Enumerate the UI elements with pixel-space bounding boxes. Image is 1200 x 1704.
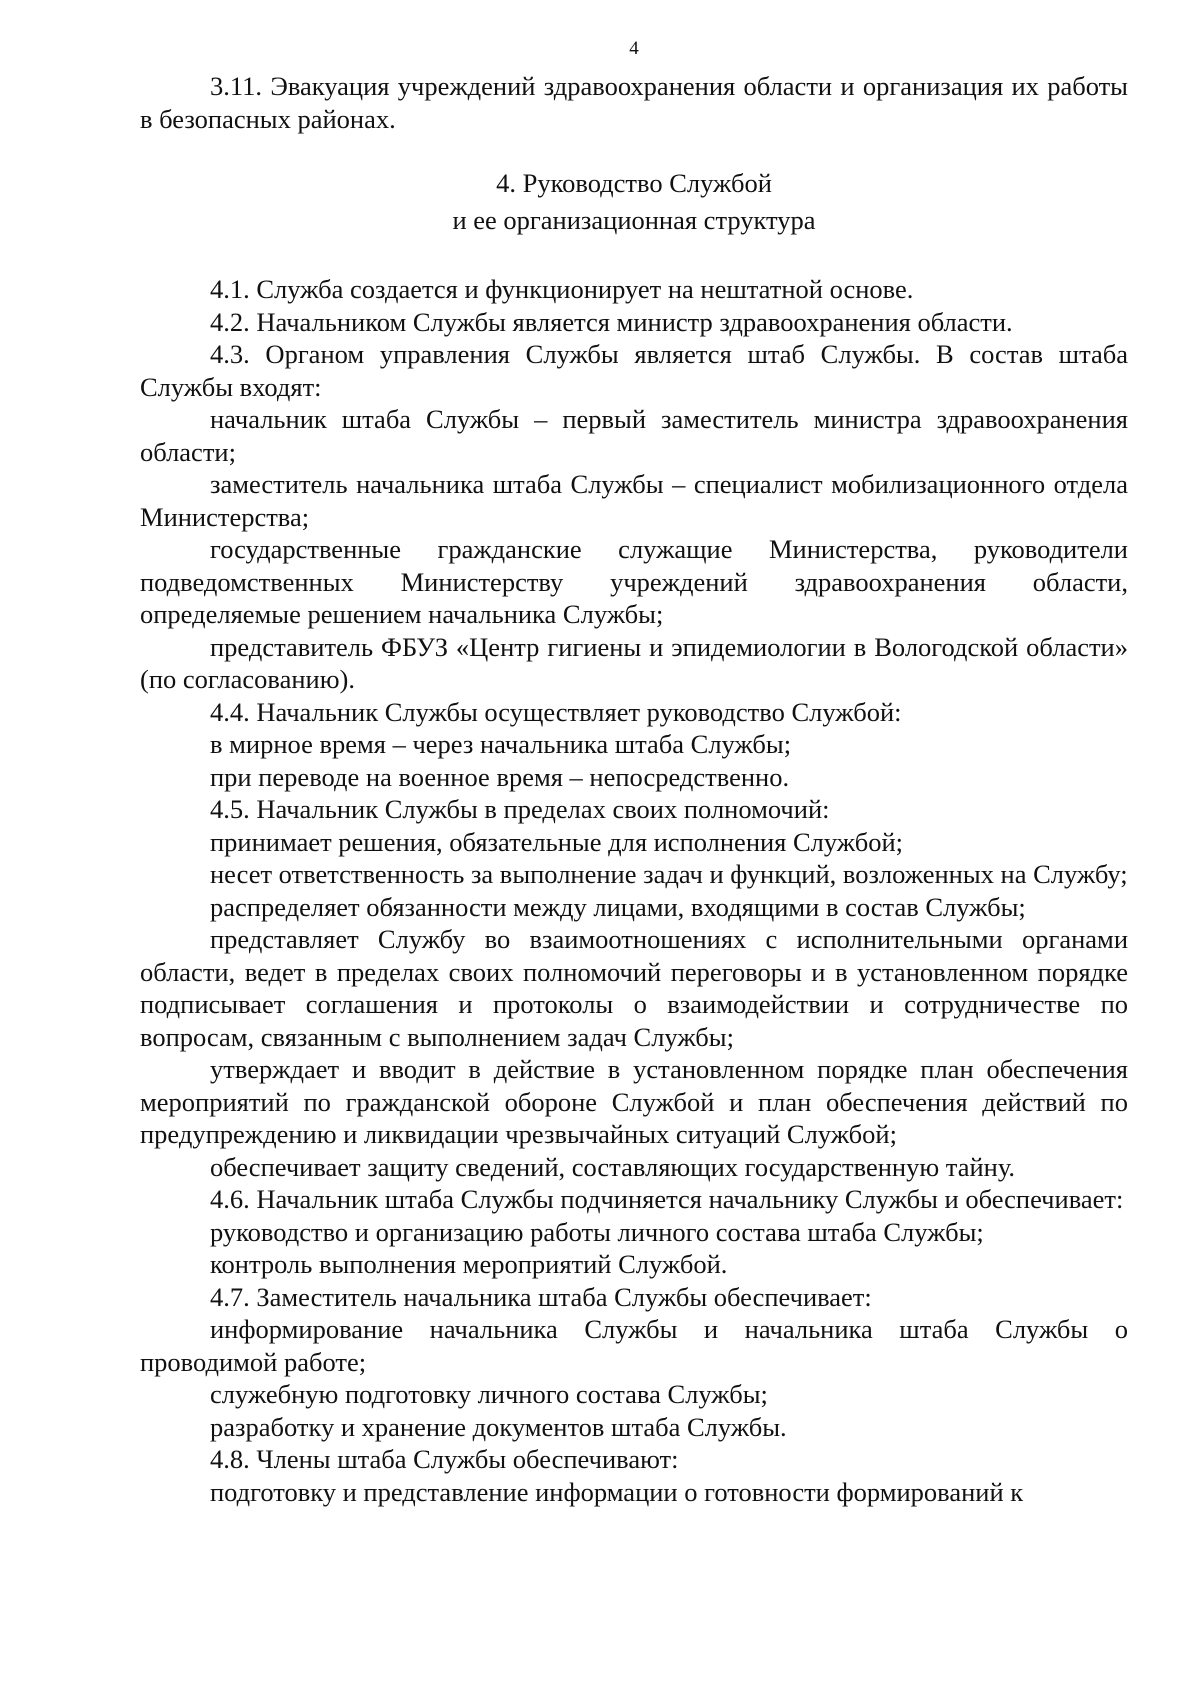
paragraph: заместитель начальника штаба Службы – специалист мобилизационного отдела Министерства; [140,469,1128,532]
paragraph: в мирное время – через начальника штаба Службы; [210,729,792,759]
paragraph: утверждает и вводит в действие в установленном порядке план обеспечения мероприятий по гражданской обороне Службой и план обеспечения действий по предупреждению и ликвидации чрезвычайных ситуаций Службой; [140,1054,1128,1149]
paragraph-3-11: 3.11. Эвакуация учреждений здравоохранения области и организация их работы в безопасных районах. [140,71,1128,134]
paragraph: 4.5. Начальник Службы в пределах своих полномочий: [210,794,830,824]
paragraph: информирование начальника Службы и начальника штаба Службы о проводимой работе; [140,1314,1128,1377]
section-heading-line-1: 4. Руководство Службой [496,168,772,198]
paragraph: государственные гражданские служащие Министерства, руководители подведомственных Министерству учреждений здравоохранения области, определяемые решением начальника Службы; [140,534,1128,629]
paragraph: 4.7. Заместитель начальника штаба Службы обеспечивает: [210,1281,872,1312]
section-heading [140,165,1128,239]
paragraph: начальник штаба Службы – первый заместитель министра здравоохранения области; [140,404,1128,467]
paragraph: 4.8. Члены штаба Службы обеспечивают: [210,1444,679,1474]
paragraph: представитель ФБУЗ «Центр гигиены и эпидемиологии в Вологодской области» (по согласованию). [140,631,1128,694]
paragraph: несет ответственность за выполнение задач и функций, возложенных на Службу; [210,859,1128,889]
paragraph: обеспечивает защиту сведений, составляющих государственную тайну. [210,1151,1016,1182]
paragraph: представляет Службу во взаимоотношениях с исполнительными органами области, ведет в пределах своих полномочий переговоры и в установленном порядке подписывает соглашения и протоколы о взаимодействии и сотрудничестве по вопросам, связанным с выполнением задач Службы; [140,924,1128,1052]
paragraph: руководство и организацию работы личного состава штаба Службы; [210,1216,984,1247]
paragraph: разработку и хранение документов штаба Службы. [210,1411,787,1442]
paragraph: служебную подготовку личного состава Службы; [210,1379,768,1409]
paragraph: 4.2. Начальником Службы является министр здравоохранения области. [210,306,1013,337]
section-heading-line-2: и ее организационная структура [452,205,816,235]
document-page [140,38,1128,1508]
paragraph: 4.3. Органом управления Службы является штаб Службы. В состав штаба Службы входят: [140,339,1128,402]
paragraph: распределяет обязанности между лицами, входящими в состав Службы; [210,891,1026,922]
paragraph: 4.4. Начальник Службы осуществляет руководство Службой: [210,696,902,727]
paragraph: 4.6. Начальник штаба Службы подчиняется начальнику Службы и обеспечивает: [210,1184,1124,1214]
paragraph: контроль выполнения мероприятий Службой. [210,1249,728,1279]
paragraph: принимает решения, обязательные для исполнения Службой; [210,826,904,857]
page-number: 4 [629,38,639,59]
paragraph: при переводе на военное время – непосредственно. [210,761,790,792]
paragraph: подготовку и представление информации о готовности формирований к [210,1476,1024,1507]
paragraph: 4.1. Служба создается и функционирует на нештатной основе. [210,274,914,304]
